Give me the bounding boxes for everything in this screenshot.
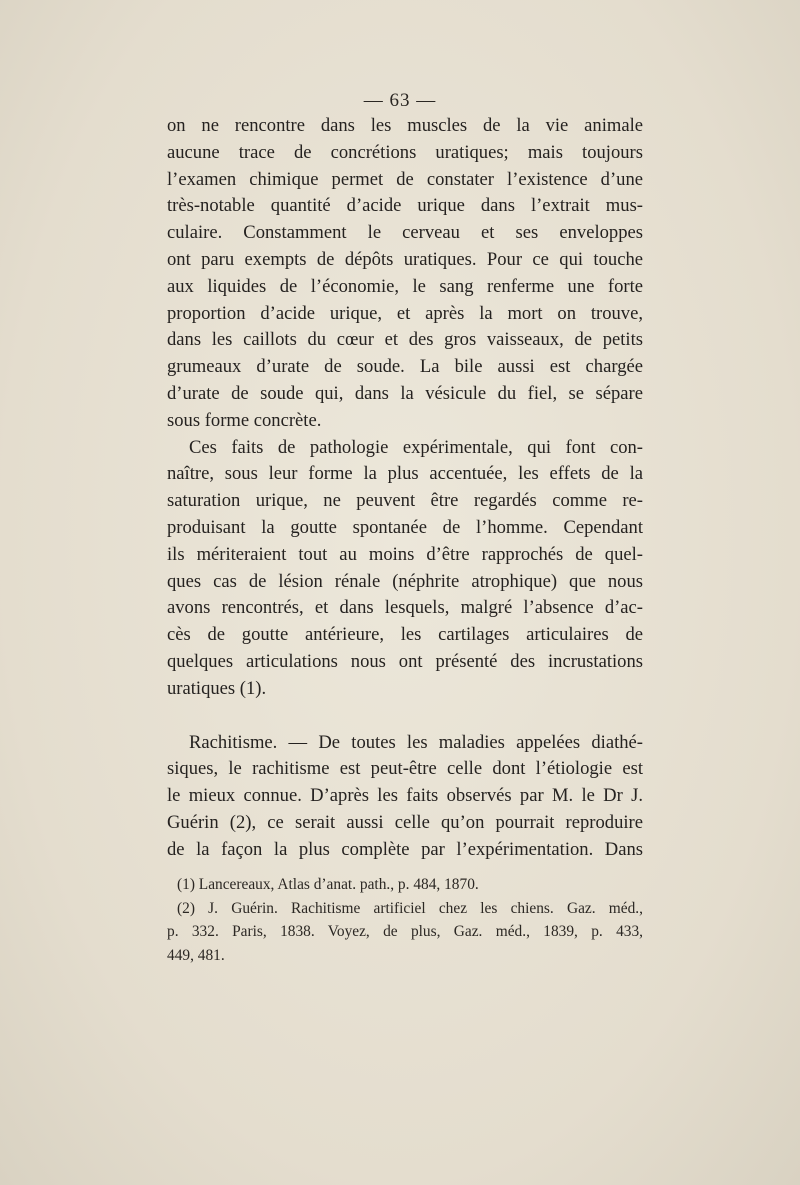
footnote-2: (2) J. Guérin. Rachitisme artificiel chez les chiens. Gaz. méd.,	[177, 899, 643, 917]
text-line: l’examen chimique permet de constater l’existence d’une	[167, 168, 643, 190]
text-line: de la façon la plus complète par l’expérimentation. Dans	[167, 838, 643, 860]
text-line: d’urate de soude qui, dans la vésicule du fiel, se sépare	[167, 382, 643, 404]
text-line: produisant la goutte spontanée de l’homme. Cependant	[167, 516, 643, 538]
text-line: aux liquides de l’économie, le sang renferme une forte	[167, 275, 643, 297]
text-line: avons rencontrés, et dans lesquels, malgré l’absence d’ac-	[167, 597, 643, 619]
text-line: ques cas de lésion rénale (néphrite atrophique) que nous	[167, 570, 643, 592]
text-line: proportion d’acide urique, et après la mort on trouve,	[167, 302, 643, 324]
text-line: uratiques (1).	[167, 677, 267, 699]
footnote-1: (1) Lancereaux, Atlas d’anat. path., p. 484, 1870.	[177, 876, 479, 893]
footnote-2-continued: 449, 481.	[167, 946, 225, 964]
text-line: ils mériteraient tout au moins d’être rapprochés de quel-	[167, 543, 643, 565]
page-number: — 63 —	[363, 90, 437, 111]
text-line: sous forme concrète.	[167, 409, 322, 431]
text-line: culaire. Constamment le cerveau et ses enveloppes	[167, 222, 643, 244]
text-line: cès de goutte antérieure, les cartilages articulaires de	[167, 624, 643, 646]
footnotes	[167, 873, 643, 967]
text-line: quelques articulations nous ont présenté des incrustations	[167, 650, 643, 672]
text-line: siques, le rachitisme est peut-être celle dont l’étiologie est	[167, 758, 643, 780]
text-line: aucune trace de concrétions uratiques; mais toujours	[167, 141, 643, 163]
footnote-2-continued: p. 332. Paris, 1838. Voyez, de plus, Gaz. méd., 1839, p. 433,	[167, 923, 643, 941]
text-line: naître, sous leur forme la plus accentuée, les effets de la	[167, 463, 643, 485]
paragraph-gap	[167, 703, 643, 730]
body-text	[167, 113, 643, 864]
text-line: Guérin (2), ce serait aussi celle qu’on pourrait reproduire	[167, 811, 643, 833]
text-line: très-notable quantité d’acide urique dans l’extrait mus-	[167, 195, 643, 217]
text-line: ont paru exempts de dépôts uratiques. Pour ce qui touche	[167, 248, 643, 270]
text-line: le mieux connue. D’après les faits observés par M. le Dr J.	[167, 785, 643, 807]
text-line: grumeaux d’urate de soude. La bile aussi est chargée	[167, 356, 643, 378]
text-line: dans les caillots du cœur et des gros vaisseaux, de petits	[167, 329, 643, 351]
text-line: on ne rencontre dans les muscles de la vie animale	[167, 115, 643, 136]
text-line: Ces faits de pathologie expérimentale, qui font con-	[189, 436, 643, 458]
text-line: saturation urique, ne peuvent être regardés comme re-	[167, 490, 643, 512]
section-heading-line: Rachitisme. — De toutes les maladies appelées diathé-	[189, 731, 643, 753]
